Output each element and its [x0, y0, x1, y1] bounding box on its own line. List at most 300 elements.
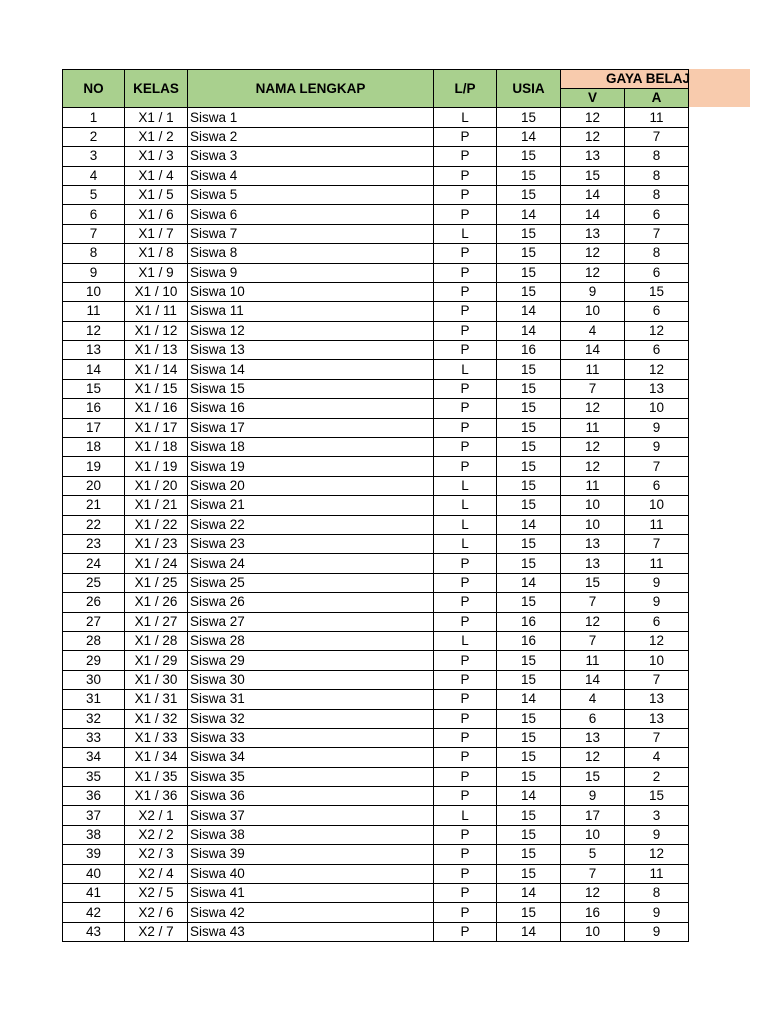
- cell-no[interactable]: 27: [63, 612, 125, 631]
- cell-lp[interactable]: P: [434, 185, 497, 204]
- cell-a[interactable]: 13: [625, 379, 689, 398]
- cell-v[interactable]: 7: [561, 631, 625, 650]
- cell-lp[interactable]: P: [434, 709, 497, 728]
- cell-a[interactable]: 13: [625, 690, 689, 709]
- cell-nama-lengkap[interactable]: Siswa 37: [188, 806, 434, 825]
- cell-kelas[interactable]: X1 / 10: [125, 282, 188, 301]
- cell-kelas[interactable]: X1 / 8: [125, 244, 188, 263]
- cell-nama-lengkap[interactable]: Siswa 7: [188, 224, 434, 243]
- cell-v[interactable]: 6: [561, 709, 625, 728]
- cell-v[interactable]: 10: [561, 922, 625, 941]
- cell-nama-lengkap[interactable]: Siswa 27: [188, 612, 434, 631]
- cell-a[interactable]: 6: [625, 302, 689, 321]
- cell-a[interactable]: 6: [625, 263, 689, 282]
- cell-kelas[interactable]: X2 / 7: [125, 922, 188, 941]
- header-a[interactable]: A: [625, 89, 689, 108]
- cell-nama-lengkap[interactable]: Siswa 34: [188, 748, 434, 767]
- cell-lp[interactable]: L: [434, 360, 497, 379]
- cell-a[interactable]: 6: [625, 612, 689, 631]
- cell-lp[interactable]: P: [434, 282, 497, 301]
- cell-v[interactable]: 10: [561, 496, 625, 515]
- cell-a[interactable]: 8: [625, 884, 689, 903]
- cell-usia[interactable]: 15: [497, 767, 561, 786]
- cell-kelas[interactable]: X1 / 1: [125, 108, 188, 127]
- header-gaya-belajar[interactable]: [561, 70, 689, 89]
- cell-v[interactable]: 12: [561, 244, 625, 263]
- cell-no[interactable]: 34: [63, 748, 125, 767]
- cell-lp[interactable]: P: [434, 341, 497, 360]
- cell-no[interactable]: 35: [63, 767, 125, 786]
- cell-v[interactable]: 12: [561, 748, 625, 767]
- cell-no[interactable]: 10: [63, 282, 125, 301]
- cell-kelas[interactable]: X1 / 34: [125, 748, 188, 767]
- cell-a[interactable]: 8: [625, 244, 689, 263]
- cell-nama-lengkap[interactable]: Siswa 42: [188, 903, 434, 922]
- cell-a[interactable]: 6: [625, 205, 689, 224]
- cell-no[interactable]: 9: [63, 263, 125, 282]
- cell-lp[interactable]: P: [434, 457, 497, 476]
- cell-nama-lengkap[interactable]: Siswa 14: [188, 360, 434, 379]
- cell-v[interactable]: 13: [561, 224, 625, 243]
- cell-lp[interactable]: P: [434, 884, 497, 903]
- cell-nama-lengkap[interactable]: Siswa 36: [188, 787, 434, 806]
- cell-usia[interactable]: 15: [497, 399, 561, 418]
- cell-lp[interactable]: P: [434, 263, 497, 282]
- cell-no[interactable]: 32: [63, 709, 125, 728]
- cell-kelas[interactable]: X1 / 4: [125, 166, 188, 185]
- cell-nama-lengkap[interactable]: Siswa 23: [188, 534, 434, 553]
- cell-kelas[interactable]: X1 / 20: [125, 476, 188, 495]
- header-no[interactable]: NO: [63, 70, 125, 108]
- cell-usia[interactable]: 16: [497, 631, 561, 650]
- cell-nama-lengkap[interactable]: Siswa 5: [188, 185, 434, 204]
- cell-usia[interactable]: 14: [497, 127, 561, 146]
- cell-lp[interactable]: P: [434, 244, 497, 263]
- cell-lp[interactable]: P: [434, 825, 497, 844]
- cell-v[interactable]: 14: [561, 205, 625, 224]
- cell-a[interactable]: 11: [625, 108, 689, 127]
- cell-no[interactable]: 33: [63, 728, 125, 747]
- cell-nama-lengkap[interactable]: Siswa 2: [188, 127, 434, 146]
- cell-lp[interactable]: P: [434, 864, 497, 883]
- cell-a[interactable]: 7: [625, 670, 689, 689]
- cell-v[interactable]: 13: [561, 534, 625, 553]
- cell-v[interactable]: 15: [561, 573, 625, 592]
- cell-nama-lengkap[interactable]: Siswa 20: [188, 476, 434, 495]
- cell-usia[interactable]: 15: [497, 864, 561, 883]
- cell-lp[interactable]: P: [434, 748, 497, 767]
- cell-v[interactable]: 5: [561, 845, 625, 864]
- cell-no[interactable]: 3: [63, 147, 125, 166]
- cell-a[interactable]: 7: [625, 127, 689, 146]
- cell-v[interactable]: 7: [561, 379, 625, 398]
- cell-v[interactable]: 9: [561, 282, 625, 301]
- cell-kelas[interactable]: X1 / 7: [125, 224, 188, 243]
- cell-kelas[interactable]: X2 / 5: [125, 884, 188, 903]
- cell-a[interactable]: 6: [625, 341, 689, 360]
- cell-kelas[interactable]: X1 / 31: [125, 690, 188, 709]
- cell-usia[interactable]: 15: [497, 476, 561, 495]
- cell-usia[interactable]: 15: [497, 845, 561, 864]
- cell-a[interactable]: 9: [625, 825, 689, 844]
- cell-v[interactable]: 4: [561, 690, 625, 709]
- cell-nama-lengkap[interactable]: Siswa 12: [188, 321, 434, 340]
- cell-usia[interactable]: 15: [497, 166, 561, 185]
- cell-usia[interactable]: 14: [497, 884, 561, 903]
- cell-kelas[interactable]: X1 / 30: [125, 670, 188, 689]
- cell-nama-lengkap[interactable]: Siswa 21: [188, 496, 434, 515]
- cell-a[interactable]: 15: [625, 787, 689, 806]
- cell-lp[interactable]: P: [434, 205, 497, 224]
- cell-nama-lengkap[interactable]: Siswa 31: [188, 690, 434, 709]
- cell-no[interactable]: 8: [63, 244, 125, 263]
- cell-lp[interactable]: L: [434, 496, 497, 515]
- cell-lp[interactable]: P: [434, 612, 497, 631]
- cell-a[interactable]: 10: [625, 399, 689, 418]
- cell-no[interactable]: 4: [63, 166, 125, 185]
- cell-kelas[interactable]: X1 / 22: [125, 515, 188, 534]
- cell-a[interactable]: 9: [625, 593, 689, 612]
- cell-v[interactable]: 16: [561, 903, 625, 922]
- cell-a[interactable]: 2: [625, 767, 689, 786]
- cell-v[interactable]: 9: [561, 787, 625, 806]
- cell-lp[interactable]: L: [434, 224, 497, 243]
- cell-v[interactable]: 12: [561, 399, 625, 418]
- cell-kelas[interactable]: X2 / 3: [125, 845, 188, 864]
- cell-no[interactable]: 36: [63, 787, 125, 806]
- cell-kelas[interactable]: X1 / 35: [125, 767, 188, 786]
- cell-usia[interactable]: 15: [497, 709, 561, 728]
- cell-no[interactable]: 43: [63, 922, 125, 941]
- cell-usia[interactable]: 15: [497, 185, 561, 204]
- cell-nama-lengkap[interactable]: Siswa 4: [188, 166, 434, 185]
- cell-nama-lengkap[interactable]: Siswa 9: [188, 263, 434, 282]
- cell-v[interactable]: 13: [561, 728, 625, 747]
- cell-v[interactable]: 15: [561, 767, 625, 786]
- cell-usia[interactable]: 14: [497, 302, 561, 321]
- cell-lp[interactable]: P: [434, 903, 497, 922]
- cell-lp[interactable]: P: [434, 593, 497, 612]
- cell-usia[interactable]: 15: [497, 534, 561, 553]
- cell-no[interactable]: 39: [63, 845, 125, 864]
- cell-nama-lengkap[interactable]: Siswa 15: [188, 379, 434, 398]
- cell-v[interactable]: 12: [561, 612, 625, 631]
- cell-v[interactable]: 12: [561, 457, 625, 476]
- cell-kelas[interactable]: X1 / 32: [125, 709, 188, 728]
- cell-a[interactable]: 9: [625, 438, 689, 457]
- cell-a[interactable]: 12: [625, 360, 689, 379]
- cell-no[interactable]: 1: [63, 108, 125, 127]
- cell-a[interactable]: 9: [625, 922, 689, 941]
- cell-nama-lengkap[interactable]: Siswa 29: [188, 651, 434, 670]
- cell-a[interactable]: 9: [625, 573, 689, 592]
- cell-no[interactable]: 17: [63, 418, 125, 437]
- cell-kelas[interactable]: X1 / 18: [125, 438, 188, 457]
- cell-lp[interactable]: P: [434, 573, 497, 592]
- cell-v[interactable]: 17: [561, 806, 625, 825]
- cell-kelas[interactable]: X1 / 33: [125, 728, 188, 747]
- cell-nama-lengkap[interactable]: Siswa 33: [188, 728, 434, 747]
- cell-a[interactable]: 9: [625, 418, 689, 437]
- cell-kelas[interactable]: X1 / 13: [125, 341, 188, 360]
- cell-lp[interactable]: P: [434, 690, 497, 709]
- cell-v[interactable]: 10: [561, 825, 625, 844]
- cell-a[interactable]: 4: [625, 748, 689, 767]
- cell-kelas[interactable]: X1 / 15: [125, 379, 188, 398]
- cell-lp[interactable]: L: [434, 631, 497, 650]
- cell-v[interactable]: 10: [561, 515, 625, 534]
- cell-nama-lengkap[interactable]: Siswa 18: [188, 438, 434, 457]
- cell-v[interactable]: 12: [561, 438, 625, 457]
- cell-a[interactable]: 8: [625, 147, 689, 166]
- cell-lp[interactable]: P: [434, 147, 497, 166]
- cell-lp[interactable]: L: [434, 108, 497, 127]
- cell-no[interactable]: 13: [63, 341, 125, 360]
- cell-a[interactable]: 13: [625, 709, 689, 728]
- cell-usia[interactable]: 15: [497, 593, 561, 612]
- cell-usia[interactable]: 14: [497, 321, 561, 340]
- cell-nama-lengkap[interactable]: Siswa 16: [188, 399, 434, 418]
- cell-kelas[interactable]: X2 / 4: [125, 864, 188, 883]
- cell-kelas[interactable]: X1 / 28: [125, 631, 188, 650]
- cell-no[interactable]: 12: [63, 321, 125, 340]
- cell-nama-lengkap[interactable]: Siswa 32: [188, 709, 434, 728]
- cell-lp[interactable]: P: [434, 127, 497, 146]
- cell-usia[interactable]: 14: [497, 922, 561, 941]
- cell-no[interactable]: 20: [63, 476, 125, 495]
- cell-v[interactable]: 14: [561, 185, 625, 204]
- cell-nama-lengkap[interactable]: Siswa 40: [188, 864, 434, 883]
- cell-no[interactable]: 6: [63, 205, 125, 224]
- cell-a[interactable]: 6: [625, 476, 689, 495]
- cell-usia[interactable]: 15: [497, 360, 561, 379]
- cell-usia[interactable]: 15: [497, 748, 561, 767]
- cell-nama-lengkap[interactable]: Siswa 26: [188, 593, 434, 612]
- cell-kelas[interactable]: X1 / 12: [125, 321, 188, 340]
- cell-usia[interactable]: 14: [497, 573, 561, 592]
- cell-a[interactable]: 15: [625, 282, 689, 301]
- cell-usia[interactable]: 15: [497, 651, 561, 670]
- cell-a[interactable]: 12: [625, 321, 689, 340]
- cell-lp[interactable]: L: [434, 515, 497, 534]
- cell-a[interactable]: 12: [625, 845, 689, 864]
- cell-lp[interactable]: P: [434, 922, 497, 941]
- cell-nama-lengkap[interactable]: Siswa 19: [188, 457, 434, 476]
- cell-nama-lengkap[interactable]: Siswa 17: [188, 418, 434, 437]
- cell-lp[interactable]: P: [434, 554, 497, 573]
- cell-kelas[interactable]: X1 / 6: [125, 205, 188, 224]
- cell-usia[interactable]: 15: [497, 263, 561, 282]
- cell-no[interactable]: 31: [63, 690, 125, 709]
- cell-v[interactable]: 12: [561, 884, 625, 903]
- cell-lp[interactable]: P: [434, 399, 497, 418]
- cell-usia[interactable]: 14: [497, 205, 561, 224]
- cell-nama-lengkap[interactable]: Siswa 11: [188, 302, 434, 321]
- cell-no[interactable]: 40: [63, 864, 125, 883]
- cell-no[interactable]: 5: [63, 185, 125, 204]
- cell-lp[interactable]: P: [434, 651, 497, 670]
- cell-a[interactable]: 7: [625, 457, 689, 476]
- cell-nama-lengkap[interactable]: Siswa 25: [188, 573, 434, 592]
- cell-usia[interactable]: 15: [497, 108, 561, 127]
- cell-lp[interactable]: P: [434, 438, 497, 457]
- cell-nama-lengkap[interactable]: Siswa 13: [188, 341, 434, 360]
- cell-a[interactable]: 11: [625, 515, 689, 534]
- cell-usia[interactable]: 16: [497, 612, 561, 631]
- header-usia[interactable]: USIA: [497, 70, 561, 108]
- cell-kelas[interactable]: X1 / 27: [125, 612, 188, 631]
- cell-a[interactable]: 8: [625, 185, 689, 204]
- cell-v[interactable]: 13: [561, 554, 625, 573]
- cell-nama-lengkap[interactable]: Siswa 28: [188, 631, 434, 650]
- cell-v[interactable]: 11: [561, 360, 625, 379]
- cell-no[interactable]: 2: [63, 127, 125, 146]
- cell-kelas[interactable]: X2 / 1: [125, 806, 188, 825]
- cell-a[interactable]: 7: [625, 224, 689, 243]
- cell-a[interactable]: 11: [625, 864, 689, 883]
- cell-no[interactable]: 16: [63, 399, 125, 418]
- cell-a[interactable]: 11: [625, 554, 689, 573]
- cell-v[interactable]: 11: [561, 418, 625, 437]
- cell-no[interactable]: 15: [63, 379, 125, 398]
- header-kelas[interactable]: KELAS: [125, 70, 188, 108]
- cell-no[interactable]: 30: [63, 670, 125, 689]
- cell-usia[interactable]: 15: [497, 670, 561, 689]
- cell-lp[interactable]: P: [434, 379, 497, 398]
- cell-kelas[interactable]: X1 / 23: [125, 534, 188, 553]
- cell-no[interactable]: 41: [63, 884, 125, 903]
- cell-nama-lengkap[interactable]: Siswa 1: [188, 108, 434, 127]
- cell-nama-lengkap[interactable]: Siswa 30: [188, 670, 434, 689]
- cell-v[interactable]: 10: [561, 302, 625, 321]
- cell-v[interactable]: 12: [561, 263, 625, 282]
- cell-kelas[interactable]: X1 / 24: [125, 554, 188, 573]
- cell-nama-lengkap[interactable]: Siswa 6: [188, 205, 434, 224]
- cell-nama-lengkap[interactable]: Siswa 24: [188, 554, 434, 573]
- cell-lp[interactable]: L: [434, 534, 497, 553]
- cell-kelas[interactable]: X1 / 16: [125, 399, 188, 418]
- cell-a[interactable]: 9: [625, 903, 689, 922]
- cell-usia[interactable]: 15: [497, 457, 561, 476]
- cell-kelas[interactable]: X1 / 17: [125, 418, 188, 437]
- cell-lp[interactable]: P: [434, 728, 497, 747]
- cell-no[interactable]: 26: [63, 593, 125, 612]
- cell-a[interactable]: 10: [625, 651, 689, 670]
- cell-v[interactable]: 15: [561, 166, 625, 185]
- cell-nama-lengkap[interactable]: Siswa 10: [188, 282, 434, 301]
- cell-usia[interactable]: 15: [497, 224, 561, 243]
- cell-kelas[interactable]: X2 / 2: [125, 825, 188, 844]
- cell-v[interactable]: 7: [561, 593, 625, 612]
- cell-kelas[interactable]: X1 / 11: [125, 302, 188, 321]
- cell-v[interactable]: 11: [561, 651, 625, 670]
- cell-v[interactable]: 14: [561, 341, 625, 360]
- cell-lp[interactable]: L: [434, 476, 497, 495]
- cell-lp[interactable]: P: [434, 787, 497, 806]
- cell-no[interactable]: 14: [63, 360, 125, 379]
- cell-nama-lengkap[interactable]: Siswa 35: [188, 767, 434, 786]
- cell-kelas[interactable]: X1 / 26: [125, 593, 188, 612]
- cell-lp[interactable]: P: [434, 845, 497, 864]
- cell-no[interactable]: 25: [63, 573, 125, 592]
- cell-usia[interactable]: 15: [497, 554, 561, 573]
- cell-lp[interactable]: P: [434, 166, 497, 185]
- cell-lp[interactable]: P: [434, 767, 497, 786]
- cell-no[interactable]: 23: [63, 534, 125, 553]
- cell-no[interactable]: 38: [63, 825, 125, 844]
- cell-kelas[interactable]: X1 / 2: [125, 127, 188, 146]
- cell-usia[interactable]: 15: [497, 728, 561, 747]
- header-lp[interactable]: L/P: [434, 70, 497, 108]
- cell-no[interactable]: 24: [63, 554, 125, 573]
- cell-v[interactable]: 11: [561, 476, 625, 495]
- cell-nama-lengkap[interactable]: Siswa 38: [188, 825, 434, 844]
- cell-v[interactable]: 4: [561, 321, 625, 340]
- cell-no[interactable]: 11: [63, 302, 125, 321]
- cell-usia[interactable]: 15: [497, 379, 561, 398]
- cell-no[interactable]: 22: [63, 515, 125, 534]
- cell-lp[interactable]: P: [434, 670, 497, 689]
- cell-usia[interactable]: 15: [497, 418, 561, 437]
- cell-a[interactable]: 7: [625, 534, 689, 553]
- cell-usia[interactable]: 16: [497, 341, 561, 360]
- cell-lp[interactable]: P: [434, 302, 497, 321]
- cell-v[interactable]: 12: [561, 108, 625, 127]
- cell-kelas[interactable]: X2 / 6: [125, 903, 188, 922]
- cell-v[interactable]: 12: [561, 127, 625, 146]
- cell-v[interactable]: 14: [561, 670, 625, 689]
- cell-no[interactable]: 19: [63, 457, 125, 476]
- cell-no[interactable]: 29: [63, 651, 125, 670]
- cell-kelas[interactable]: X1 / 21: [125, 496, 188, 515]
- cell-lp[interactable]: L: [434, 806, 497, 825]
- cell-no[interactable]: 21: [63, 496, 125, 515]
- cell-kelas[interactable]: X1 / 29: [125, 651, 188, 670]
- cell-a[interactable]: 10: [625, 496, 689, 515]
- cell-usia[interactable]: 14: [497, 787, 561, 806]
- cell-nama-lengkap[interactable]: Siswa 8: [188, 244, 434, 263]
- cell-usia[interactable]: 14: [497, 515, 561, 534]
- cell-usia[interactable]: 14: [497, 690, 561, 709]
- cell-usia[interactable]: 15: [497, 147, 561, 166]
- cell-a[interactable]: 3: [625, 806, 689, 825]
- cell-kelas[interactable]: X1 / 25: [125, 573, 188, 592]
- cell-kelas[interactable]: X1 / 5: [125, 185, 188, 204]
- cell-a[interactable]: 8: [625, 166, 689, 185]
- cell-usia[interactable]: 15: [497, 496, 561, 515]
- cell-usia[interactable]: 15: [497, 903, 561, 922]
- cell-lp[interactable]: P: [434, 418, 497, 437]
- cell-usia[interactable]: 15: [497, 282, 561, 301]
- cell-usia[interactable]: 15: [497, 438, 561, 457]
- cell-nama-lengkap[interactable]: Siswa 43: [188, 922, 434, 941]
- cell-v[interactable]: 7: [561, 864, 625, 883]
- cell-nama-lengkap[interactable]: Siswa 39: [188, 845, 434, 864]
- cell-no[interactable]: 28: [63, 631, 125, 650]
- cell-no[interactable]: 7: [63, 224, 125, 243]
- cell-a[interactable]: 7: [625, 728, 689, 747]
- cell-a[interactable]: 12: [625, 631, 689, 650]
- cell-usia[interactable]: 15: [497, 244, 561, 263]
- cell-no[interactable]: 42: [63, 903, 125, 922]
- cell-nama-lengkap[interactable]: Siswa 41: [188, 884, 434, 903]
- cell-usia[interactable]: 15: [497, 825, 561, 844]
- cell-kelas[interactable]: X1 / 19: [125, 457, 188, 476]
- cell-kelas[interactable]: X1 / 3: [125, 147, 188, 166]
- cell-v[interactable]: 13: [561, 147, 625, 166]
- cell-nama-lengkap[interactable]: Siswa 22: [188, 515, 434, 534]
- cell-no[interactable]: 18: [63, 438, 125, 457]
